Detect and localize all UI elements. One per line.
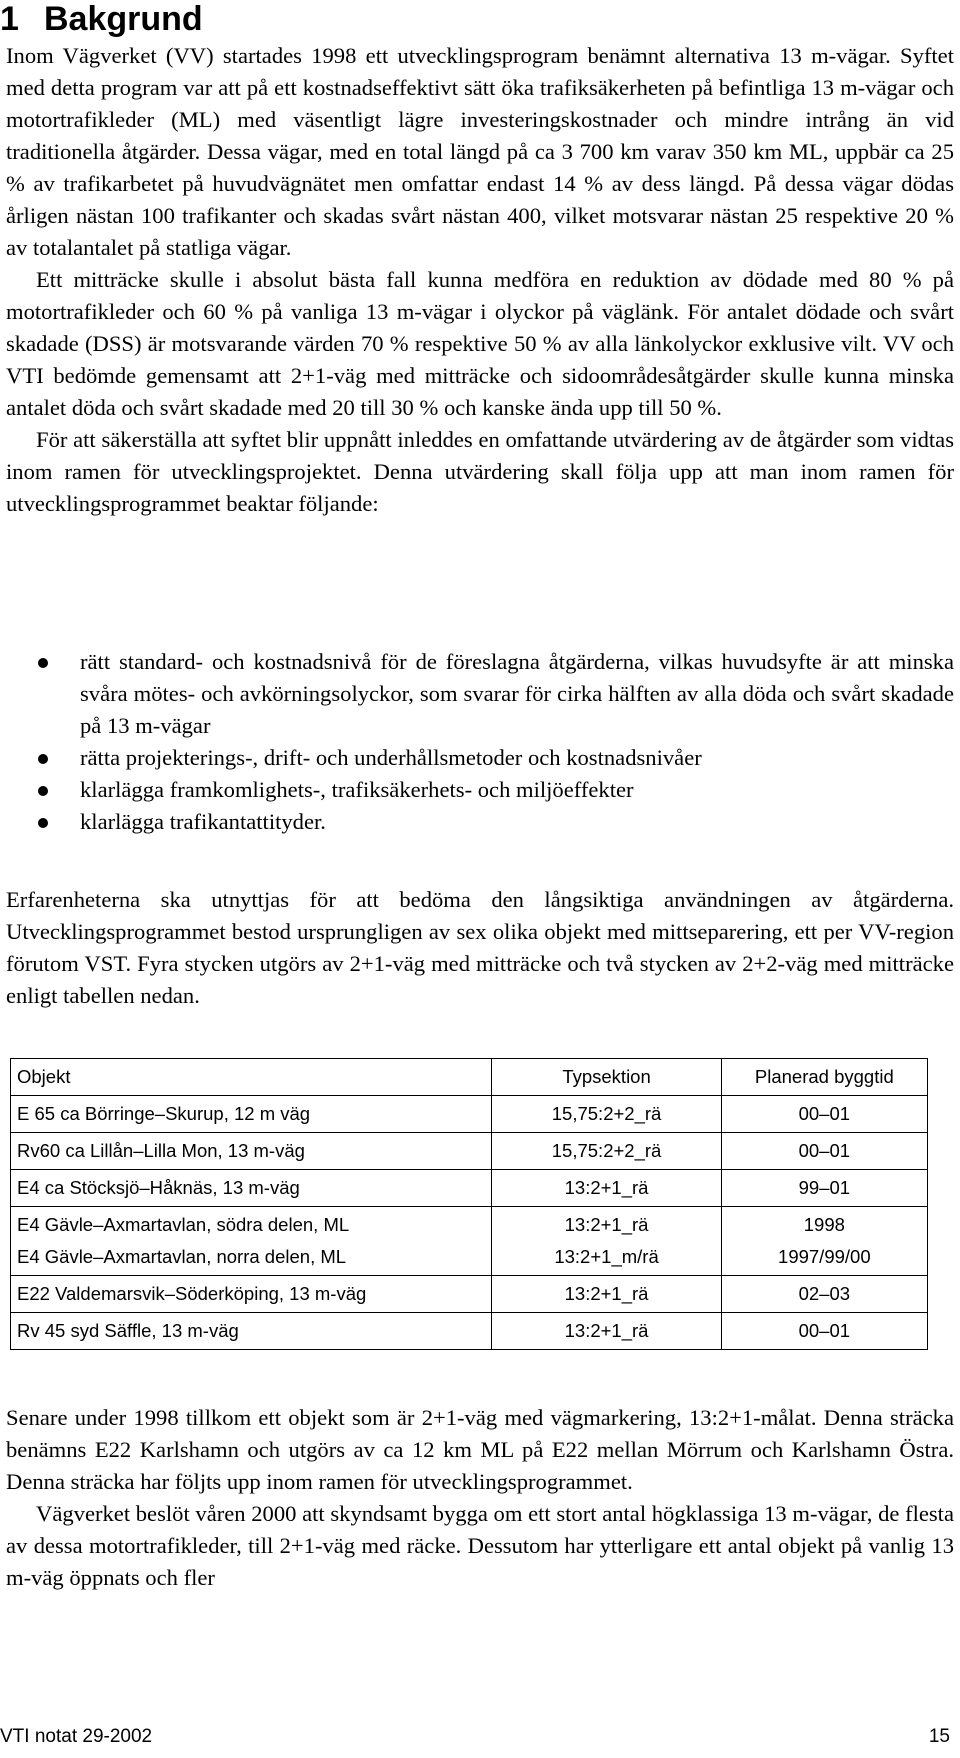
table-header-row (11, 1059, 928, 1096)
bullet-list (6, 646, 954, 838)
table-row (11, 1170, 928, 1207)
table-cell: 00–01 (721, 1313, 927, 1350)
table-cell: 13:2+1_rä (492, 1276, 721, 1313)
table-row (11, 1207, 928, 1276)
table-cell: 15,75:2+2_rä (492, 1133, 721, 1170)
table-cell-line: 1997/99/00 (778, 1246, 871, 1267)
table-cell: 13:2+1_rä (492, 1170, 721, 1207)
table-cell-line: 1998 (803, 1214, 845, 1235)
table-row (11, 1276, 928, 1313)
section-title: Bakgrund (44, 0, 203, 38)
table-row (11, 1096, 928, 1133)
table-cell: 00–01 (721, 1096, 927, 1133)
table-cell: 02–03 (721, 1276, 927, 1313)
intro-text (6, 40, 954, 520)
column-header-byggtid: Planerad byggtid (721, 1059, 927, 1096)
list-item (6, 774, 954, 806)
paragraph: Erfarenheterna ska utnyttjas för att bedöma den långsiktiga användningen av åtgärderna. Utvecklingsprogrammet bestod ursprungligen av sex olika objekt med mittseparering, ett per VV-region förutom VST. Fyra stycken utgörs av 2+1-väg med mitträcke och två stycken av 2+2-väg med mitträcke enligt tabellen nedan. (6, 887, 954, 1008)
table-row (11, 1133, 928, 1170)
bullet-icon (38, 818, 48, 828)
page-number: 15 (928, 1726, 950, 1747)
list-item-text: klarlägga framkomlighets-, trafiksäkerhets- och miljöeffekter (80, 777, 634, 802)
list-item (6, 646, 954, 742)
table-cell (11, 1207, 492, 1276)
footer-publication: VTI notat 29-2002 (0, 1726, 153, 1747)
column-header-objekt: Objekt (11, 1059, 492, 1096)
table-cell (492, 1207, 721, 1276)
table-cell-line: E4 Gävle–Axmartavlan, södra delen, ML (17, 1214, 350, 1235)
table-cell: Rv60 ca Lillån–Lilla Mon, 13 m-väg (11, 1133, 492, 1170)
column-header-typsektion: Typsektion (492, 1059, 721, 1096)
table-cell: E22 Valdemarsvik–Söderköping, 13 m-väg (11, 1276, 492, 1313)
list-item-text: rätt standard- och kostnadsnivå för de föreslagna åtgärderna, vilkas huvudsyfte är att minska svåra mötes- och avkörningsolyckor, som svarar för cirka hälften av alla döda och svårt skadade på 13 m-vägar (80, 649, 954, 738)
table-row (11, 1313, 928, 1350)
list-item (6, 806, 954, 838)
table-cell-line: E4 Gävle–Axmartavlan, norra delen, ML (17, 1246, 347, 1267)
paragraph: Vägverket beslöt våren 2000 att skyndsamt bygga om ett stort antal högklassiga 13 m-vägar, de flesta av dessa motortrafikleder, till 2+1-väg med räcke. Dessutom har ytterligare ett antal objekt på vanlig 13 m-väg öppnats och fler (6, 1501, 954, 1590)
table-cell: 00–01 (721, 1133, 927, 1170)
paragraph: Senare under 1998 tillkom ett objekt som är 2+1-väg med vägmarkering, 13:2+1-målat. Denna sträcka benämns E22 Karlshamn och utgörs av ca 12 km ML på E22 mellan Mörrum och Karlshamn Östra. Denna sträcka har följts upp inom ramen för utvecklingsprogrammet. (6, 1405, 954, 1494)
paragraph-block (6, 884, 954, 1012)
bullet-icon (38, 658, 48, 668)
page-footer (0, 1720, 960, 1754)
bullet-icon (38, 754, 48, 764)
table-cell: 15,75:2+2_rä (492, 1096, 721, 1133)
paragraph: Ett mitträcke skulle i absolut bästa fall kunna medföra en reduktion av dödade med 80 % på motortrafikleder och 60 % på vanliga 13 m-vägar i olyckor på väglänk. För antalet dödade och svårt skadade (DSS) är motsvarande värden 70 % respektive 50 % av alla länkolyckor exklusive vilt. VV och VTI bedömde gemensamt att 2+1-väg med mitträcke och sidoområdesåtgärder skulle kunna minska antalet döda och svårt skadade med 20 till 30 % och kanske ända upp till 50 %. (6, 267, 954, 420)
section-heading (0, 0, 203, 38)
table-cell: 13:2+1_rä (492, 1313, 721, 1350)
table-cell-line: 13:2+1_rä (564, 1214, 649, 1235)
paragraph: För att säkerställa att syftet blir uppnått inleddes en omfattande utvärdering av de åtgärder som vidtas inom ramen för utvecklingsprojektet. Denna utvärdering skall följa upp att man inom ramen för utvecklingsprogrammet beaktar följande: (6, 427, 954, 516)
section-number: 1 (0, 0, 19, 38)
paragraph: Inom Vägverket (VV) startades 1998 ett utvecklingsprogram benämnt alternativa 13 m-vägar. Syftet med detta program var att på ett kostnadseffektivt sätt öka trafiksäkerheten på befintliga 13 m-vägar och motortrafikleder (ML) med väsentligt lägre investeringskostnader och mindre intrång än vid traditionella åtgärder. Dessa vägar, med en total längd på ca 3 700 km varav 350 km ML, uppbär ca 25 % av trafikarbetet på huvudvägnätet men omfattar endast 14 % av dess längd. På dessa vägar dödas årligen nästan 100 trafikanter och skadas svårt nästan 400, vilket motsvarar nästan 25 respektive 20 % av totalantalet på statliga vägar. (6, 43, 954, 260)
table-cell-line: 13:2+1_m/rä (554, 1246, 659, 1267)
table-cell: Rv 45 syd Säffle, 13 m-väg (11, 1313, 492, 1350)
table-cell: 99–01 (721, 1170, 927, 1207)
list-item-text: klarlägga trafikantattityder. (80, 809, 326, 834)
list-item-text: rätta projekterings-, drift- och underhållsmetoder och kostnadsnivåer (80, 745, 702, 770)
list-item (6, 742, 954, 774)
table-cell: E4 ca Stöcksjö–Håknäs, 13 m-väg (11, 1170, 492, 1207)
paragraph-block (6, 1402, 954, 1594)
table-cell: E 65 ca Börringe–Skurup, 12 m väg (11, 1096, 492, 1133)
table-cell (721, 1207, 927, 1276)
bullet-icon (38, 786, 48, 796)
objects-table (10, 1058, 928, 1350)
